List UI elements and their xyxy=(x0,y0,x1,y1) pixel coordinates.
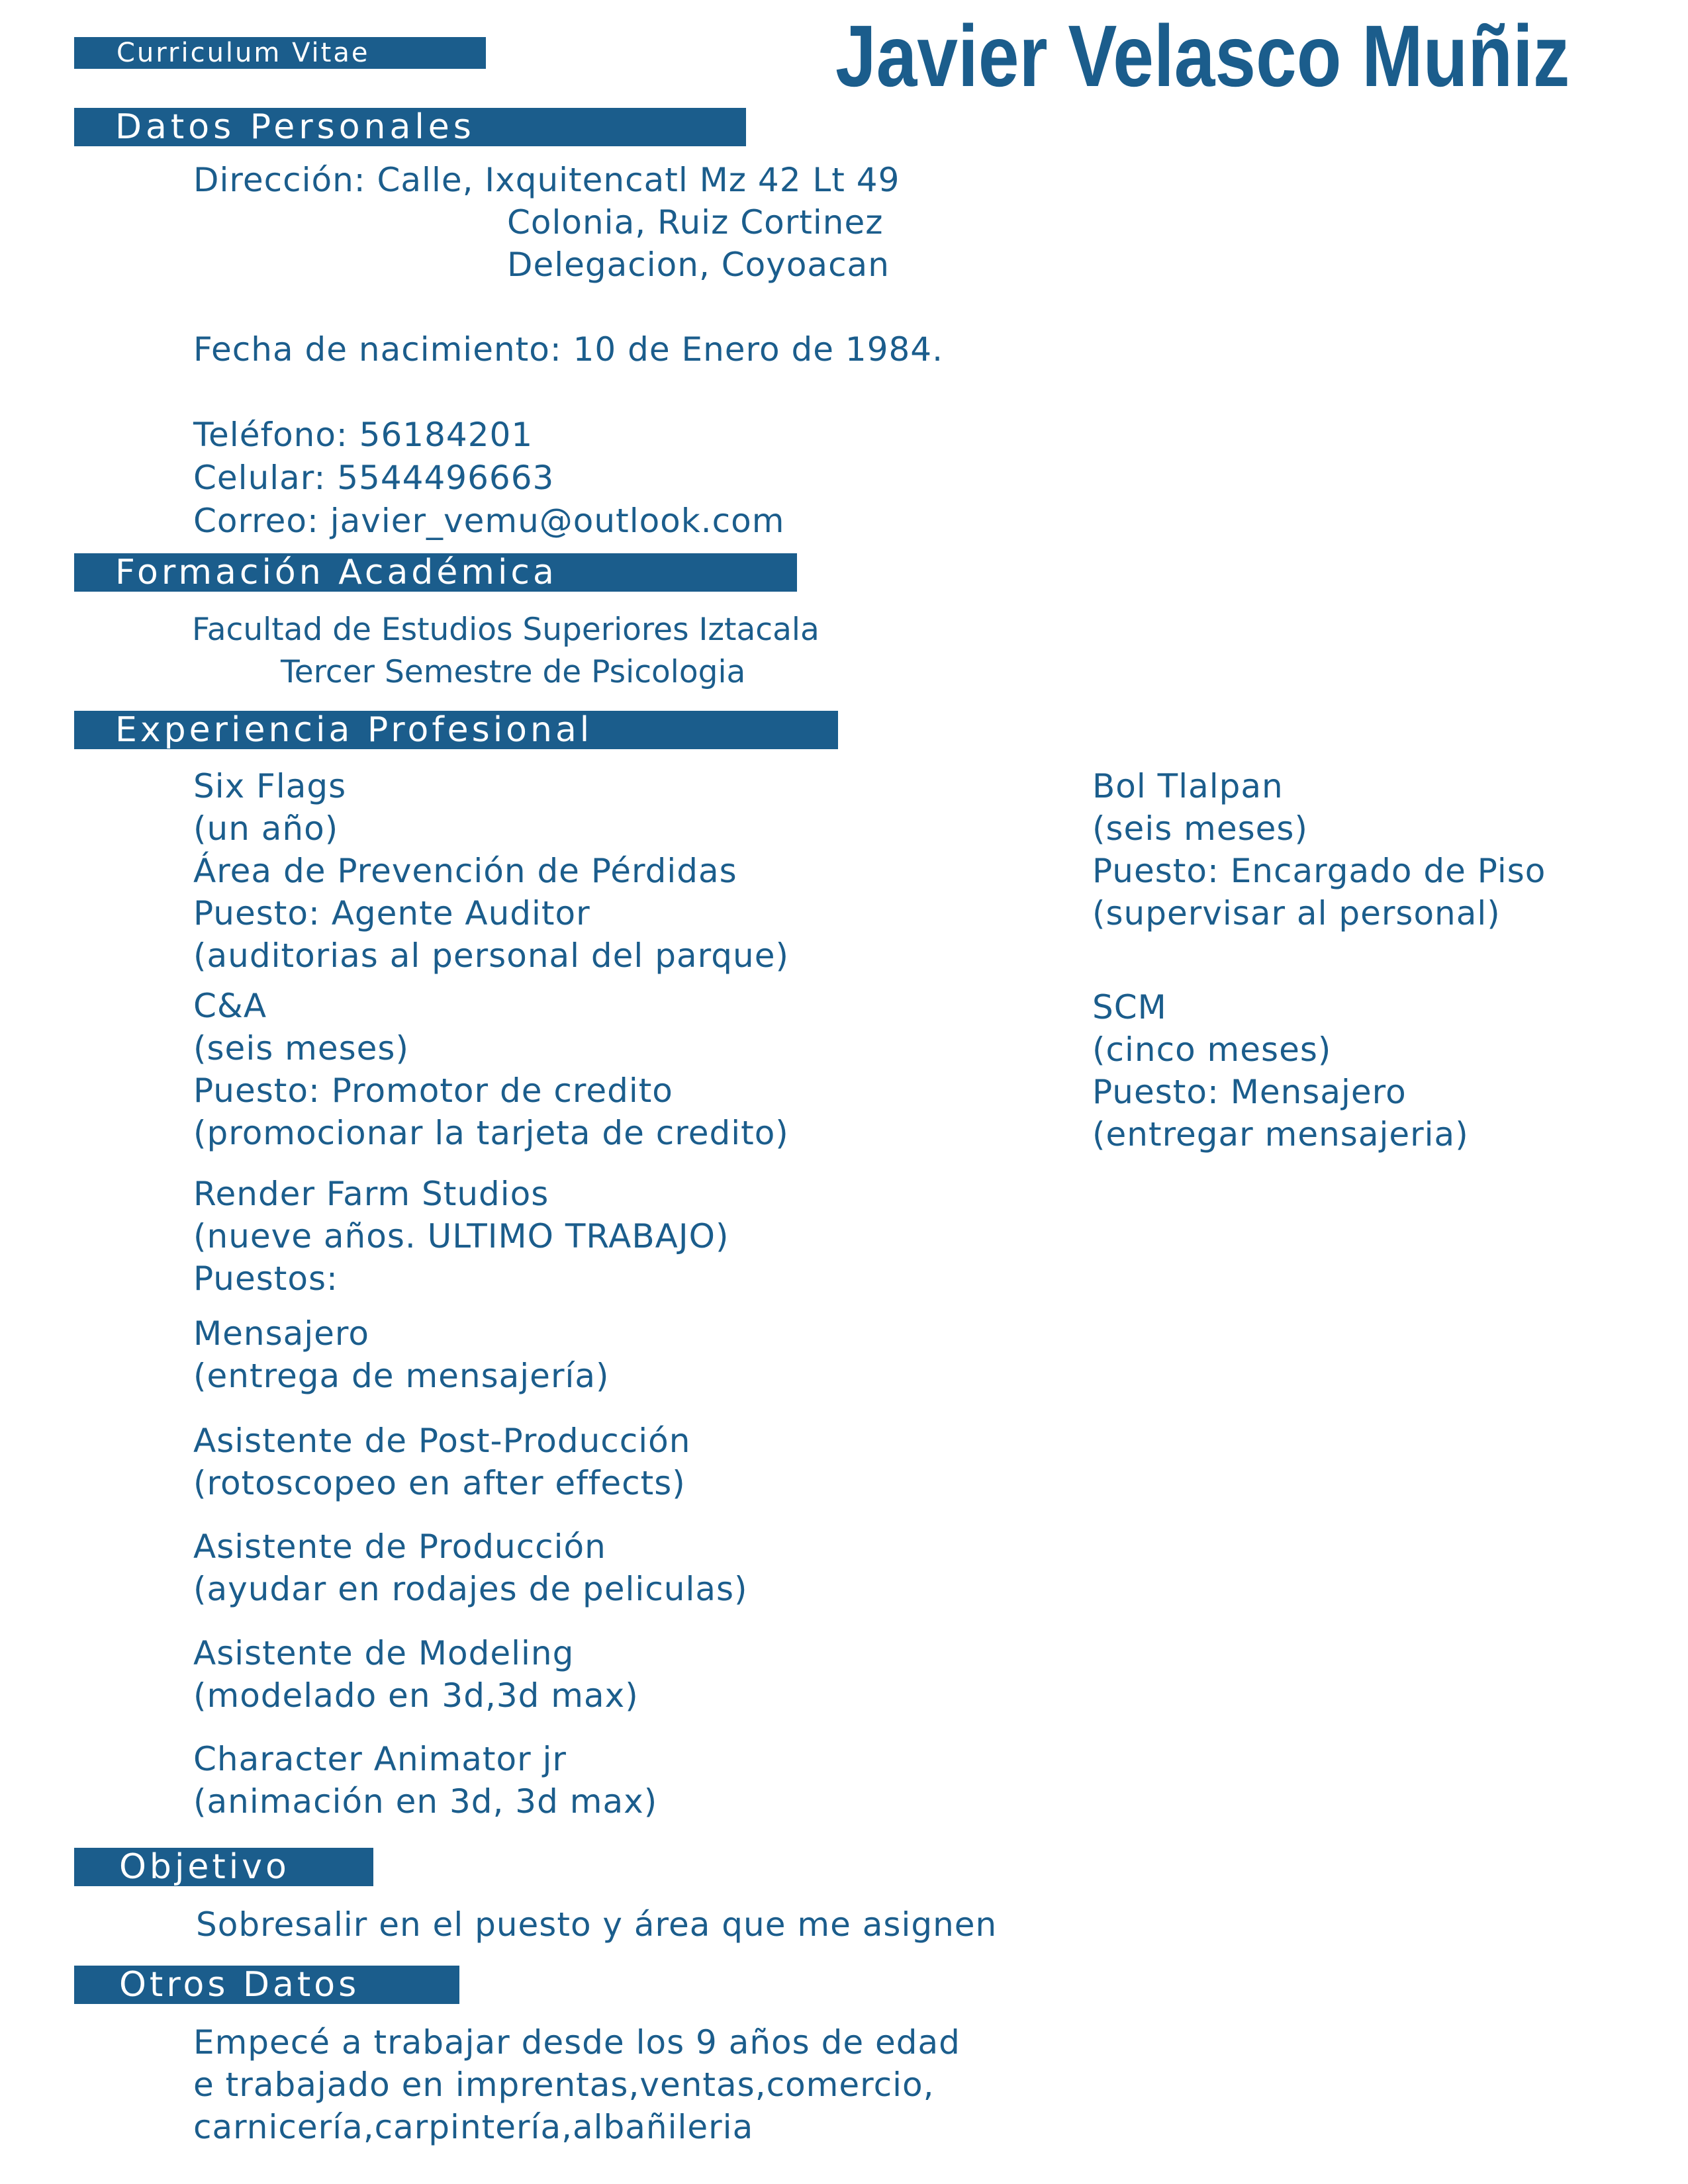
job-scm-company: SCM xyxy=(1092,988,1167,1026)
role-produccion-title: Asistente de Producción xyxy=(193,1527,606,1566)
address-line-3: Delegacion, Coyoacan xyxy=(507,246,890,284)
section-other-title: Otros Datos xyxy=(119,1966,360,2004)
email: Correo: javier_vemu@outlook.com xyxy=(193,502,785,540)
job-ca-desc: (promocionar la tarjeta de credito) xyxy=(193,1114,789,1152)
birth-date: Fecha de nacimiento: 10 de Enero de 1984. xyxy=(193,330,944,369)
role-mensajero-title: Mensajero xyxy=(193,1314,369,1353)
role-produccion-desc: (ayudar en rodajes de peliculas) xyxy=(193,1570,748,1608)
role-modeling-title: Asistente de Modeling xyxy=(193,1634,575,1672)
role-postproduccion-desc: (rotoscopeo en after effects) xyxy=(193,1464,686,1502)
section-personal-title: Datos Personales xyxy=(115,108,475,146)
section-academic-bar xyxy=(74,553,797,592)
job-ca-duration: (seis meses) xyxy=(193,1029,409,1068)
job-renderfarm-duration: (nueve años. ULTIMO TRABAJO) xyxy=(193,1217,729,1255)
job-sixflags-desc: (auditorias al personal del parque) xyxy=(193,936,789,975)
section-experience-title: Experiencia Profesional xyxy=(115,711,593,749)
job-scm-duration: (cinco meses) xyxy=(1092,1030,1332,1069)
other-line-1: Empecé a trabajar desde los 9 años de edad xyxy=(193,2023,961,2062)
address-line-2: Colonia, Ruiz Cortinez xyxy=(507,203,884,242)
cv-label-bar xyxy=(74,37,486,69)
job-renderfarm-company: Render Farm Studios xyxy=(193,1175,549,1213)
mobile: Celular: 5544496663 xyxy=(193,459,555,497)
job-renderfarm-positions-label: Puestos: xyxy=(193,1259,338,1298)
applicant-name: Javier Velasco Muñiz xyxy=(835,7,1570,105)
job-boltlalpan-position: Puesto: Encargado de Piso xyxy=(1092,852,1546,890)
job-sixflags-company: Six Flags xyxy=(193,767,347,805)
job-ca-company: C&A xyxy=(193,987,267,1025)
phone: Teléfono: 56184201 xyxy=(193,416,534,454)
cv-label: Curriculum Vitae xyxy=(117,38,370,68)
semester: Tercer Semestre de Psicologia xyxy=(281,654,746,690)
section-academic-title: Formación Académica xyxy=(115,553,557,592)
role-animator-desc: (animación en 3d, 3d max) xyxy=(193,1782,658,1821)
job-boltlalpan-desc: (supervisar al personal) xyxy=(1092,894,1501,933)
role-animator-title: Character Animator jr xyxy=(193,1740,567,1778)
job-scm-position: Puesto: Mensajero xyxy=(1092,1073,1407,1111)
job-sixflags-duration: (un año) xyxy=(193,809,339,848)
objective-text: Sobresalir en el puesto y área que me asignen xyxy=(196,1905,998,1944)
section-objective-title: Objetivo xyxy=(119,1848,290,1886)
section-experience-bar xyxy=(74,711,838,749)
job-boltlalpan-company: Bol Tlalpan xyxy=(1092,767,1284,805)
address-line-1: Dirección: Calle, Ixquitencatl Mz 42 Lt 49 xyxy=(193,161,900,199)
other-line-2: e trabajado en imprentas,ventas,comercio, xyxy=(193,2066,935,2104)
section-objective-bar xyxy=(74,1848,373,1886)
section-other-bar xyxy=(74,1966,459,2004)
job-sixflags-position: Puesto: Agente Auditor xyxy=(193,894,590,933)
role-modeling-desc: (modelado en 3d,3d max) xyxy=(193,1676,639,1715)
role-postproduccion-title: Asistente de Post-Producción xyxy=(193,1422,691,1460)
school: Facultad de Estudios Superiores Iztacala xyxy=(192,612,820,648)
other-line-3: carnicería,carpintería,albañileria xyxy=(193,2108,754,2146)
job-sixflags-area: Área de Prevención de Pérdidas xyxy=(193,852,737,890)
job-ca-position: Puesto: Promotor de credito xyxy=(193,1071,673,1110)
job-boltlalpan-duration: (seis meses) xyxy=(1092,809,1308,848)
section-personal-bar xyxy=(74,108,746,146)
role-mensajero-desc: (entrega de mensajería) xyxy=(193,1357,610,1395)
job-scm-desc: (entregar mensajeria) xyxy=(1092,1115,1469,1154)
